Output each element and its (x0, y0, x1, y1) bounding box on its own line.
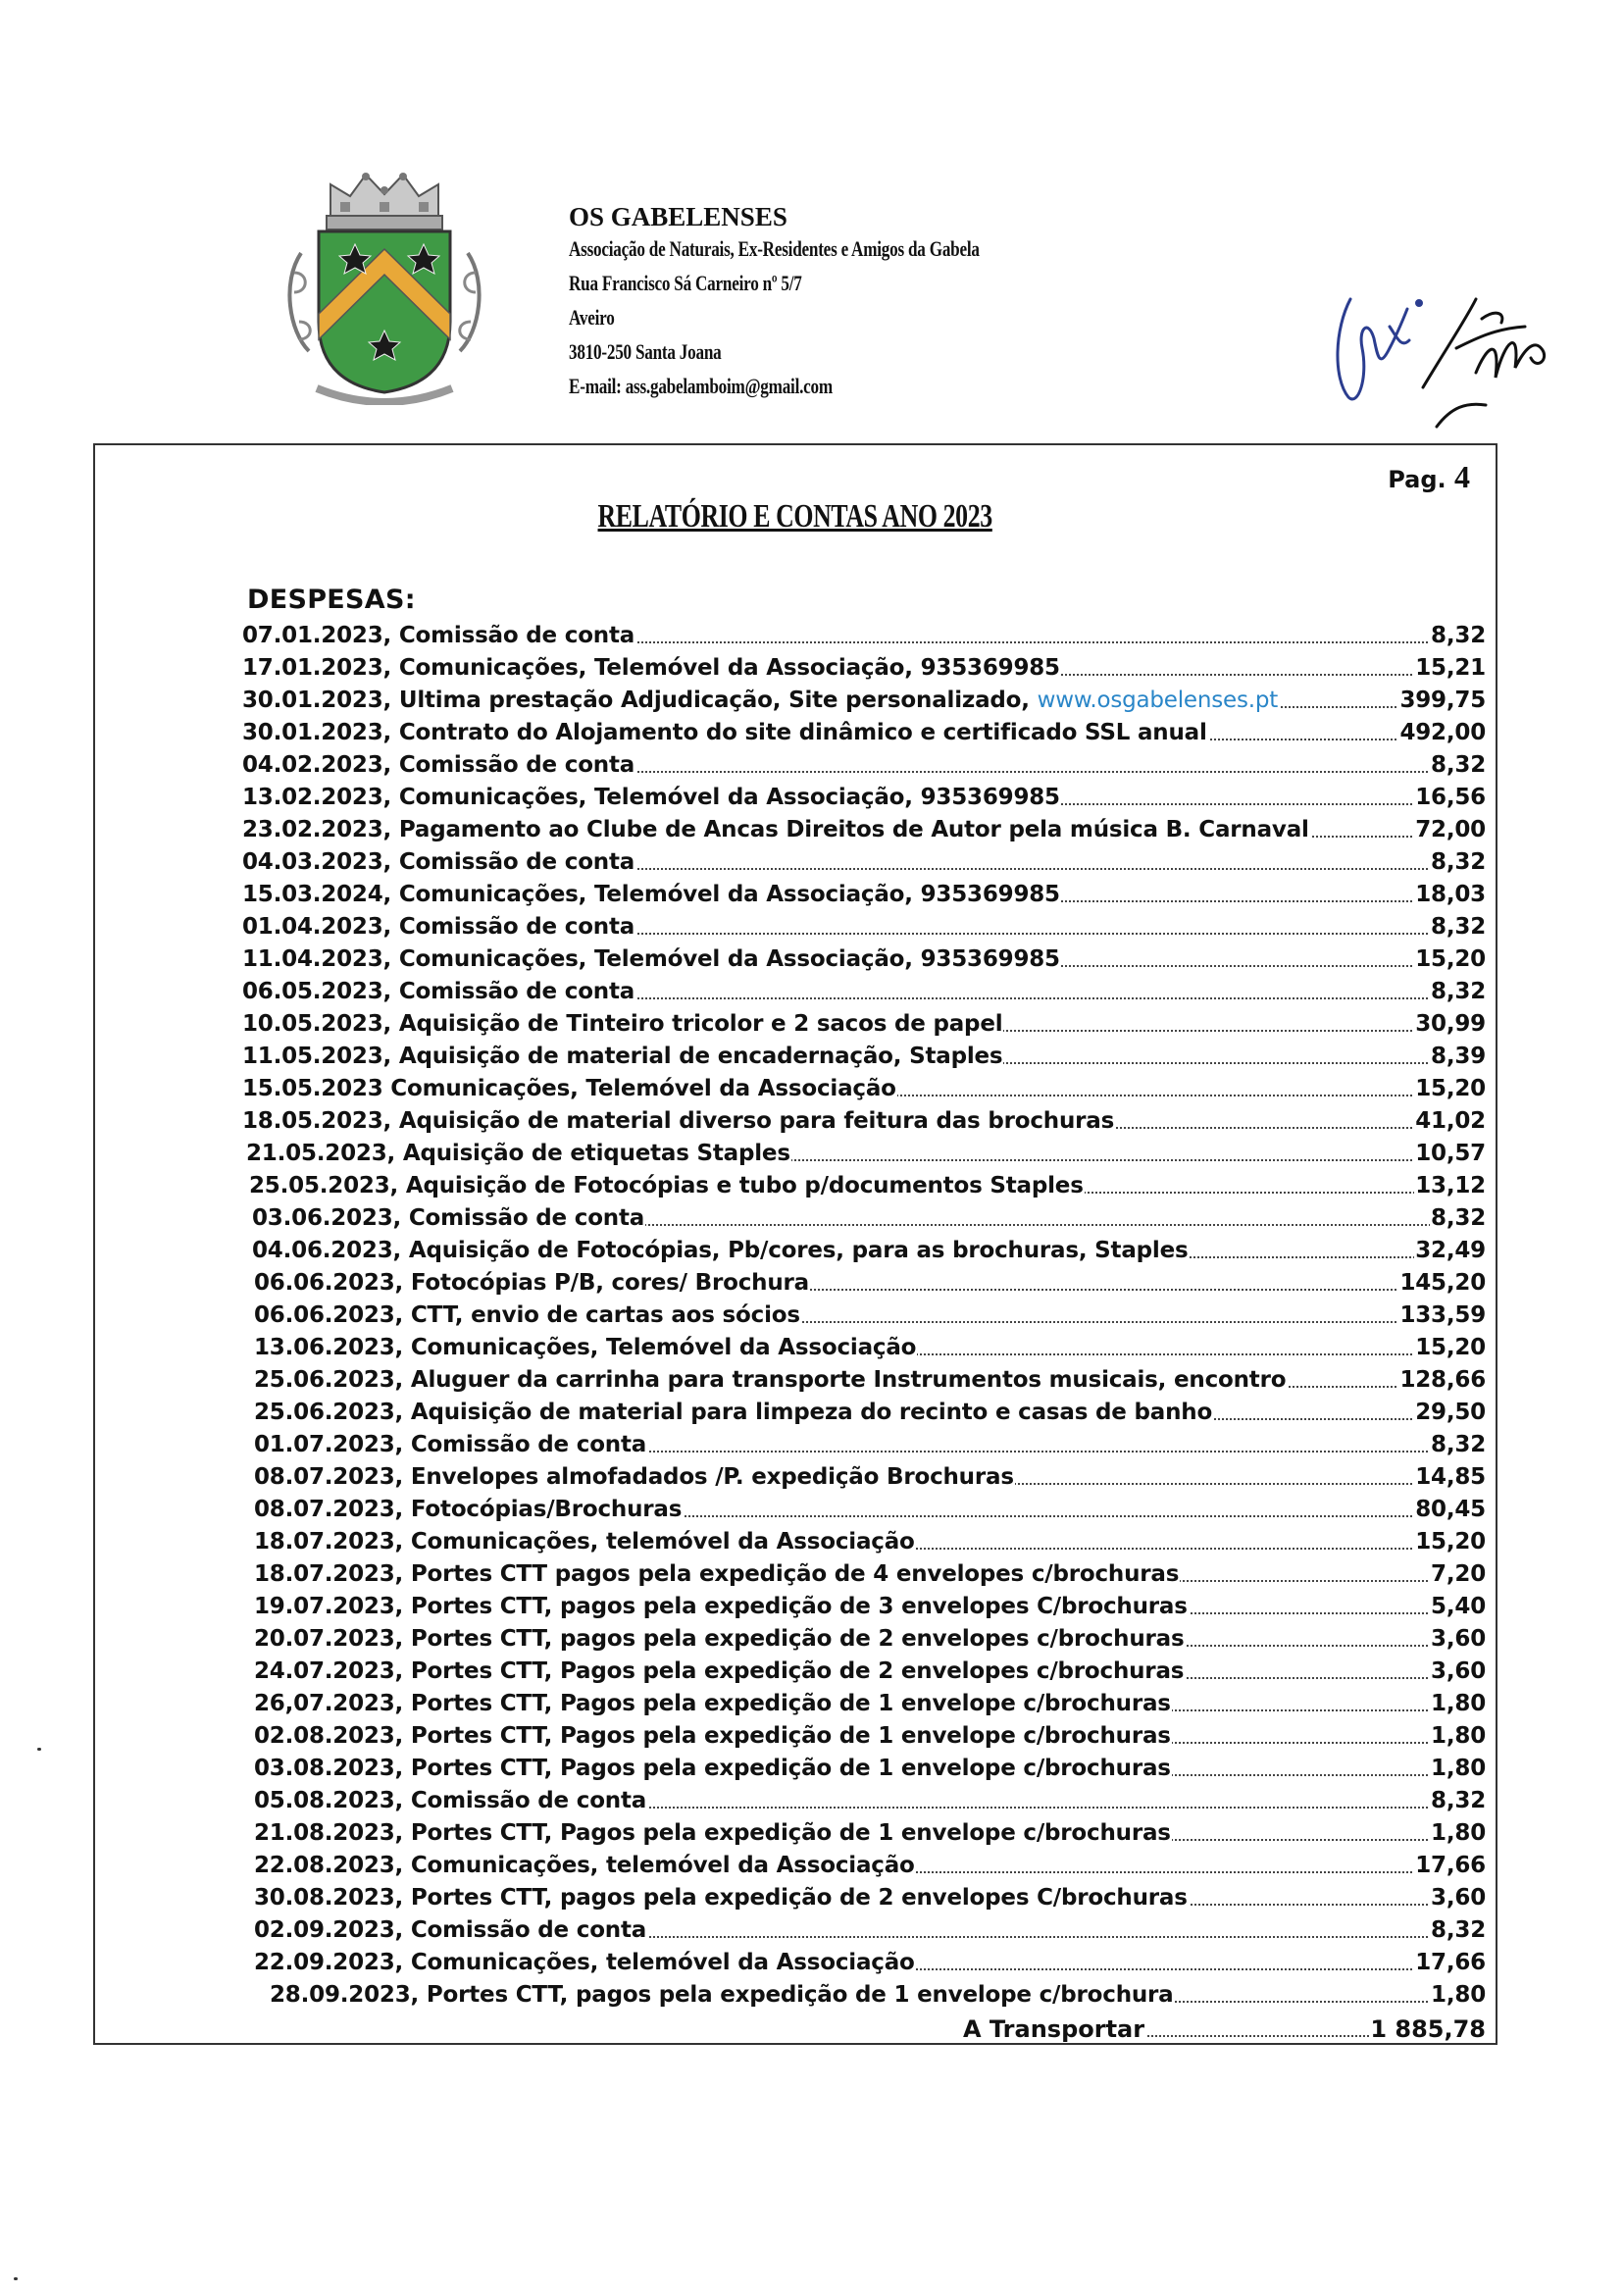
expense-amount: 72,00 (1415, 817, 1486, 842)
scan-speck (14, 2277, 18, 2280)
expense-row (242, 781, 1486, 813)
expense-amount: 8,39 (1431, 1044, 1486, 1069)
expense-row (242, 1169, 1486, 1201)
website-link[interactable]: www.osgabelenses.pt (1037, 688, 1279, 713)
expense-row (242, 1913, 1486, 1946)
expense-amount: 3,60 (1431, 1885, 1486, 1911)
expense-row (242, 1396, 1486, 1428)
expense-row (242, 1849, 1486, 1881)
expense-amount: 3,60 (1431, 1626, 1486, 1652)
expense-description: 30.01.2023, Ultima prestação Adjudicação, Site personalizado, www.osgabelenses.pt (242, 688, 1279, 713)
expense-description: 13.06.2023, Comunicações, Telemóvel da Associação (254, 1335, 917, 1360)
expense-amount: 15,21 (1415, 655, 1486, 681)
expense-description: 01.07.2023, Comissão de conta (254, 1432, 647, 1457)
total-amount: 1 885,78 (1370, 2015, 1486, 2043)
expense-description: 15.05.2023 Comunicações, Telemóvel da Associação (242, 1076, 896, 1101)
expense-row (242, 1784, 1486, 1816)
expense-description: 08.07.2023, Envelopes almofadados /P. expedição Brochuras (254, 1464, 1014, 1490)
expense-amount: 10,57 (1415, 1141, 1486, 1166)
expense-description: 06.06.2023, CTT, envio de cartas aos sócios (254, 1302, 800, 1328)
expense-row (242, 1460, 1486, 1493)
expense-row (242, 1072, 1486, 1104)
expense-description: 18.05.2023, Aquisição de material diverso para feitura das brochuras (242, 1108, 1115, 1134)
expense-description: 24.07.2023, Portes CTT, Pagos pela expedição de 2 envelopes c/brochuras (254, 1658, 1185, 1684)
expense-amount: 1,80 (1431, 1982, 1486, 2008)
expense-amount: 13,12 (1415, 1173, 1486, 1198)
expense-description: 21.05.2023, Aquisição de etiquetas Staples (246, 1141, 790, 1166)
expense-row (242, 1201, 1486, 1234)
scan-speck (37, 1748, 41, 1751)
expense-description: 25.06.2023, Aluguer da carrinha para transporte Instrumentos musicais, encontro (254, 1367, 1287, 1393)
expense-amount: 15,20 (1415, 1529, 1486, 1555)
expense-row (242, 1104, 1486, 1137)
report-frame (93, 443, 1497, 2045)
expense-description: 08.07.2023, Fotocópias/Brochuras (254, 1497, 683, 1522)
letterhead (569, 204, 1095, 410)
expense-amount: 15,20 (1415, 1076, 1486, 1101)
expense-row (242, 651, 1486, 684)
expense-row (242, 748, 1486, 781)
address-city: Aveiro (569, 305, 615, 330)
expense-description: 01.04.2023, Comissão de conta (242, 914, 635, 940)
handwritten-signature (1329, 280, 1564, 436)
expense-row (242, 878, 1486, 910)
expense-row (242, 1655, 1486, 1687)
expense-row (242, 910, 1486, 943)
expense-row (242, 1428, 1486, 1460)
expense-description: 11.05.2023, Aquisição de material de encadernação, Staples (242, 1044, 1003, 1069)
expense-amount: 1,80 (1431, 1820, 1486, 1846)
expense-description: 28.09.2023, Portes CTT, pagos pela expedição de 1 envelope c/brochura (270, 1982, 1174, 2008)
expense-row (242, 1881, 1486, 1913)
expense-row (242, 1622, 1486, 1655)
expense-amount: 15,20 (1415, 1335, 1486, 1360)
expense-description: 22.08.2023, Comunicações, telemóvel da Associação (254, 1853, 915, 1878)
expense-row (242, 619, 1486, 651)
shield-icon (319, 231, 450, 392)
expense-row (242, 813, 1486, 845)
expense-description: 21.08.2023, Portes CTT, Pagos pela expedição de 1 envelope c/brochuras (254, 1820, 1171, 1846)
association-crest-logo (279, 165, 490, 405)
page-number (1388, 459, 1470, 495)
expense-row (242, 1752, 1486, 1784)
expense-description: 30.01.2023, Contrato do Alojamento do site dinâmico e certificado SSL anual (242, 720, 1207, 745)
expense-description: 30.08.2023, Portes CTT, pagos pela expedição de 2 envelopes C/brochuras (254, 1885, 1188, 1911)
expense-description: 20.07.2023, Portes CTT, pagos pela expedição de 2 envelopes c/brochuras (254, 1626, 1185, 1652)
expense-row (242, 1266, 1486, 1299)
expense-description: 19.07.2023, Portes CTT, pagos pela expedição de 3 envelopes C/brochuras (254, 1594, 1188, 1619)
section-label-expenses: DESPESAS: (247, 585, 416, 615)
expense-row (242, 1687, 1486, 1719)
expense-amount: 399,75 (1399, 688, 1486, 713)
expense-amount: 29,50 (1415, 1400, 1486, 1425)
expense-row (242, 1007, 1486, 1040)
expense-amount: 8,32 (1431, 1432, 1486, 1457)
carry-forward-total (242, 2012, 1486, 2047)
expense-amount: 18,03 (1415, 882, 1486, 907)
expense-amount: 128,66 (1399, 1367, 1486, 1393)
crown-icon (327, 173, 442, 229)
address-street: Rua Francisco Sá Carneiro nº 5/7 (569, 271, 802, 295)
expense-row (242, 1040, 1486, 1072)
expense-amount: 8,32 (1431, 914, 1486, 940)
expense-amount: 41,02 (1415, 1108, 1486, 1134)
expense-description: 04.06.2023, Aquisição de Fotocópias, Pb/cores, para as brochuras, Staples (252, 1238, 1189, 1263)
expense-amount: 8,32 (1431, 979, 1486, 1004)
report-title (95, 498, 1496, 535)
expense-amount: 8,32 (1431, 752, 1486, 778)
expense-row (242, 1299, 1486, 1331)
expense-description: 26,07.2023, Portes CTT, Pagos pela expedição de 1 envelope c/brochuras (254, 1691, 1171, 1716)
total-label: A Transportar (963, 2015, 1145, 2043)
expense-description: 18.07.2023, Portes CTT pagos pela expedição de 4 envelopes c/brochuras (254, 1561, 1180, 1587)
expense-description: 17.01.2023, Comunicações, Telemóvel da Associação, 935369985 (242, 655, 1060, 681)
organization-subtitle: Associação de Naturais, Ex-Residentes e Amigos da Gabela (569, 236, 980, 261)
expense-row (242, 684, 1486, 716)
expense-description: 13.02.2023, Comunicações, Telemóvel da Associação, 935369985 (242, 785, 1060, 810)
expense-description: 02.08.2023, Portes CTT, Pagos pela expedição de 1 envelope c/brochuras (254, 1723, 1171, 1749)
expense-description: 03.08.2023, Portes CTT, Pagos pela expedição de 1 envelope c/brochuras (254, 1756, 1171, 1781)
expense-description: 06.05.2023, Comissão de conta (242, 979, 635, 1004)
expense-row (242, 1590, 1486, 1622)
expense-amount: 80,45 (1415, 1497, 1486, 1522)
expense-description: 04.02.2023, Comissão de conta (242, 752, 635, 778)
expense-amount: 16,56 (1415, 785, 1486, 810)
expense-row (242, 1557, 1486, 1590)
expense-amount: 8,32 (1431, 1205, 1486, 1231)
expense-amount: 1,80 (1431, 1723, 1486, 1749)
expense-row (242, 1363, 1486, 1396)
expense-amount: 492,00 (1399, 720, 1486, 745)
page-number-value: 4 (1454, 459, 1470, 494)
expense-description: 18.07.2023, Comunicações, telemóvel da Associação (254, 1529, 915, 1555)
expense-amount: 7,20 (1431, 1561, 1486, 1587)
address-postal-code: 3810-250 Santa Joana (569, 339, 722, 364)
expense-description: 05.08.2023, Comissão de conta (254, 1788, 647, 1813)
expense-amount: 14,85 (1415, 1464, 1486, 1490)
expense-amount: 8,32 (1431, 1788, 1486, 1813)
expense-description: 25.05.2023, Aquisição de Fotocópias e tubo p/documentos Staples (249, 1173, 1084, 1198)
expense-amount: 133,59 (1399, 1302, 1486, 1328)
expense-amount: 8,32 (1431, 1917, 1486, 1943)
expense-amount: 17,66 (1415, 1853, 1486, 1878)
report-title-text: RELATÓRIO E CONTAS ANO 2023 (597, 498, 993, 535)
expense-amount: 1,80 (1431, 1756, 1486, 1781)
expense-description: 06.06.2023, Fotocópias P/B, cores/ Brochura (254, 1270, 809, 1296)
expense-amount: 32,49 (1415, 1238, 1486, 1263)
contact-email: E-mail: ass.gabelamboim@gmail.com (569, 374, 833, 398)
expense-amount: 15,20 (1415, 946, 1486, 972)
expense-amount: 8,32 (1431, 623, 1486, 648)
expense-description: 25.06.2023, Aquisição de material para limpeza do recinto e casas de banho (254, 1400, 1213, 1425)
expense-row (242, 975, 1486, 1007)
expense-row (242, 1137, 1486, 1169)
expense-description: 10.05.2023, Aquisição de Tinteiro tricolor e 2 sacos de papel (242, 1011, 1003, 1037)
expenses-list (242, 619, 1486, 2047)
expense-row (242, 1978, 1486, 2011)
expense-row (242, 845, 1486, 878)
expense-description: 02.09.2023, Comissão de conta (254, 1917, 647, 1943)
expense-description: 04.03.2023, Comissão de conta (242, 849, 635, 875)
expense-row (242, 1525, 1486, 1557)
expense-row (242, 1816, 1486, 1849)
organization-name: OS GABELENSES (569, 202, 787, 231)
expense-amount: 1,80 (1431, 1691, 1486, 1716)
expense-description: 22.09.2023, Comunicações, telemóvel da Associação (254, 1950, 915, 1975)
expense-amount: 8,32 (1431, 849, 1486, 875)
expense-row (242, 1946, 1486, 1978)
expense-row (242, 943, 1486, 975)
expense-row (242, 1234, 1486, 1266)
expense-row (242, 1719, 1486, 1752)
expense-description: 15.03.2024, Comunicações, Telemóvel da Associação, 935369985 (242, 882, 1060, 907)
expense-description: 03.06.2023, Comissão de conta (252, 1205, 645, 1231)
expense-description: 23.02.2023, Pagamento ao Clube de Ancas Direitos de Autor pela música B. Carnaval (242, 817, 1309, 842)
page-label: Pag. (1388, 466, 1446, 493)
expense-amount: 3,60 (1431, 1658, 1486, 1684)
expense-description: 07.01.2023, Comissão de conta (242, 623, 635, 648)
expense-row (242, 1331, 1486, 1363)
expense-amount: 17,66 (1415, 1950, 1486, 1975)
expense-description: 11.04.2023, Comunicações, Telemóvel da Associação, 935369985 (242, 946, 1060, 972)
expense-row (242, 1493, 1486, 1525)
expense-amount: 30,99 (1415, 1011, 1486, 1037)
expense-row (242, 716, 1486, 748)
expense-amount: 145,20 (1399, 1270, 1486, 1296)
expense-amount: 5,40 (1431, 1594, 1486, 1619)
